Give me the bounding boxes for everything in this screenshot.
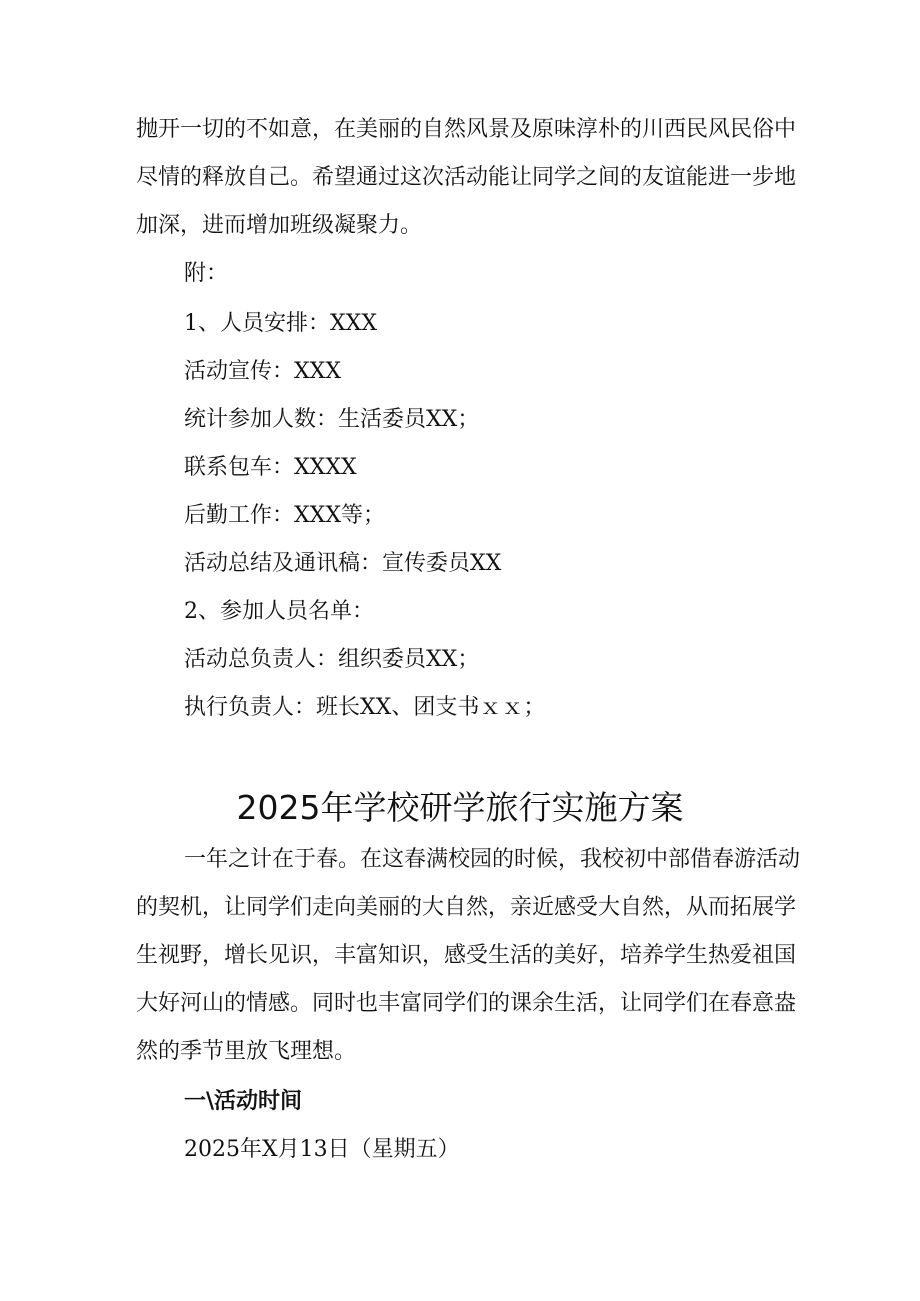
appendix-item-participants: 2、参加人员名单： <box>184 599 374 624</box>
body-line-2: 的契机，让同学们走向美丽的大自然，亲近感受大自然，从而拓展学 <box>136 895 797 920</box>
document-title: 2025年学校研学旅行实施方案 <box>236 788 684 827</box>
intro-line-1: 抛开一切的不如意，在美丽的自然风景及原味淳朴的川西民风民俗中 <box>136 117 797 142</box>
body-line-1: 一年之计在于春。在这春满校园的时候，我校初中部借春游活动 <box>184 847 801 872</box>
appendix-label: 附： <box>184 261 229 286</box>
section-heading-activity-time: 一\活动时间 <box>184 1089 303 1114</box>
intro-line-2: 尽情的释放自己。希望通过这次活动能让同学之间的友谊能进一步地 <box>136 165 797 190</box>
activity-date: 2025年X月13日（星期五） <box>184 1137 460 1162</box>
body-line-4: 大好河山的情感。同时也丰富同学们的课余生活，让同学们在春意盎 <box>136 991 797 1016</box>
appendix-item-headcount: 统计参加人数：生活委员XX； <box>184 407 480 432</box>
appendix-item-bus: 联系包车：XXXX <box>184 455 357 480</box>
appendix-item-executive: 执行负责人：班长XX、团支书ｘｘ； <box>184 695 546 720</box>
intro-line-3: 加深，进而增加班级凝聚力。 <box>136 213 423 238</box>
body-line-3: 生视野，增长见识，丰富知识，感受生活的美好，培养学生热爱祖国 <box>136 943 797 968</box>
body-line-5: 然的季节里放飞理想。 <box>136 1039 357 1064</box>
appendix-item-chief: 活动总负责人：组织委员XX； <box>184 647 480 672</box>
appendix-item-logistics: 后勤工作：XXX等； <box>184 503 385 528</box>
appendix-item-summary: 活动总结及通讯稿：宣传委员XX <box>184 551 502 576</box>
appendix-item-publicity: 活动宣传：XXX <box>184 359 341 384</box>
appendix-item-staff-arrangement: 1、人员安排：XXX <box>184 311 377 336</box>
